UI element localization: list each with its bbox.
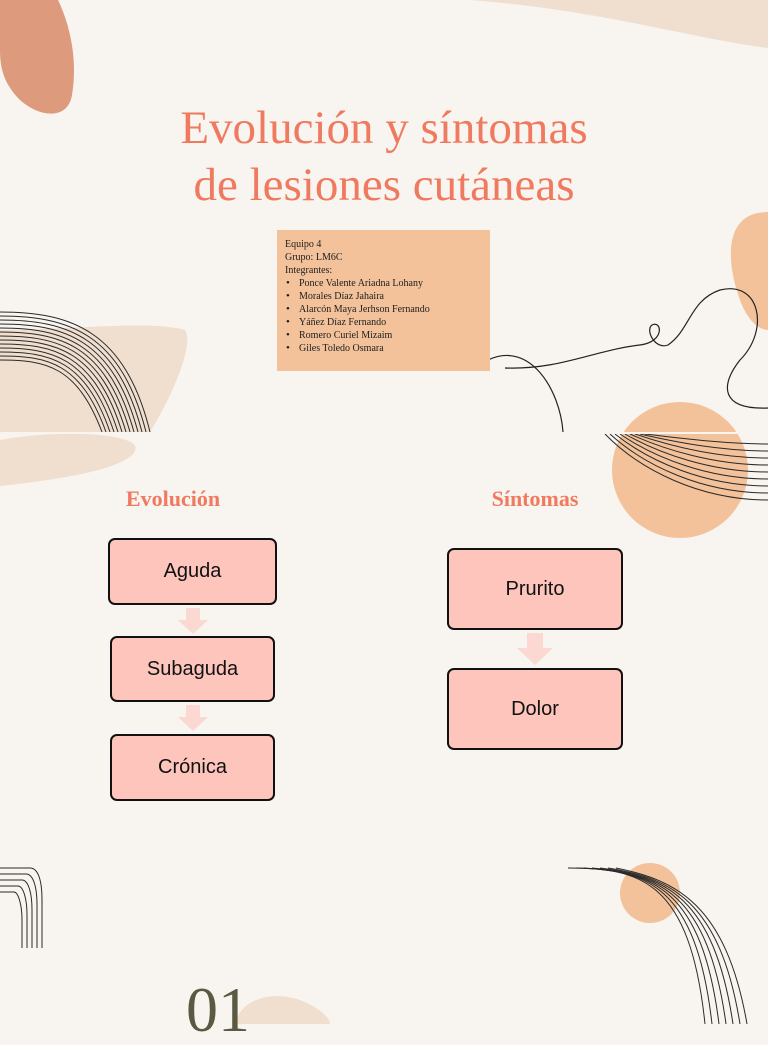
title-line-1: Evolución y síntomas: [180, 102, 588, 154]
title-line-2: de lesiones cutáneas: [193, 159, 575, 211]
team-info-box: [277, 230, 490, 371]
team-members-label: Integrantes:: [285, 265, 333, 276]
team-members-list: [285, 277, 482, 355]
striped-right-lines: [568, 868, 747, 1024]
peach-circle-shape: [731, 212, 768, 330]
arrow-down-icon: [178, 705, 208, 731]
striped-left-lines: [0, 868, 42, 948]
terracotta-leaf-shape: [0, 0, 74, 114]
slide-title: [84, 100, 684, 214]
arrow-down-icon: [517, 633, 553, 665]
step-prurito: Prurito: [447, 548, 623, 630]
team-member: • Romero Curiel Mizaim: [285, 329, 482, 342]
team-number: Equipo 4: [285, 239, 322, 250]
sintomas-heading: Síntomas: [491, 486, 579, 511]
step-cronica: Crónica: [110, 734, 275, 801]
team-member: • Ponce Valente Ariadna Lohany: [285, 277, 482, 290]
squiggle-line: [488, 289, 768, 432]
beige-wave-shape: [470, 0, 768, 48]
arrow-down-icon: [178, 608, 208, 634]
evolucion-heading: Evolución: [125, 486, 221, 511]
team-member: • Alarcón Maya Jerhson Fernando: [285, 303, 482, 316]
team-member: • Morales Díaz Jahaira: [285, 290, 482, 303]
beige-blob-shape: [0, 434, 136, 486]
team-member: • Giles Toledo Osmara: [285, 342, 482, 355]
step-dolor: Dolor: [447, 668, 623, 750]
step-subaguda: Subaguda: [110, 636, 275, 702]
slide-number: 01: [186, 974, 250, 1045]
team-group: Grupo: LM6C: [285, 252, 343, 263]
team-member: • Yáñez Díaz Fernando: [285, 316, 482, 329]
step-aguda: Aguda: [108, 538, 277, 605]
slide-divider: [0, 432, 768, 434]
